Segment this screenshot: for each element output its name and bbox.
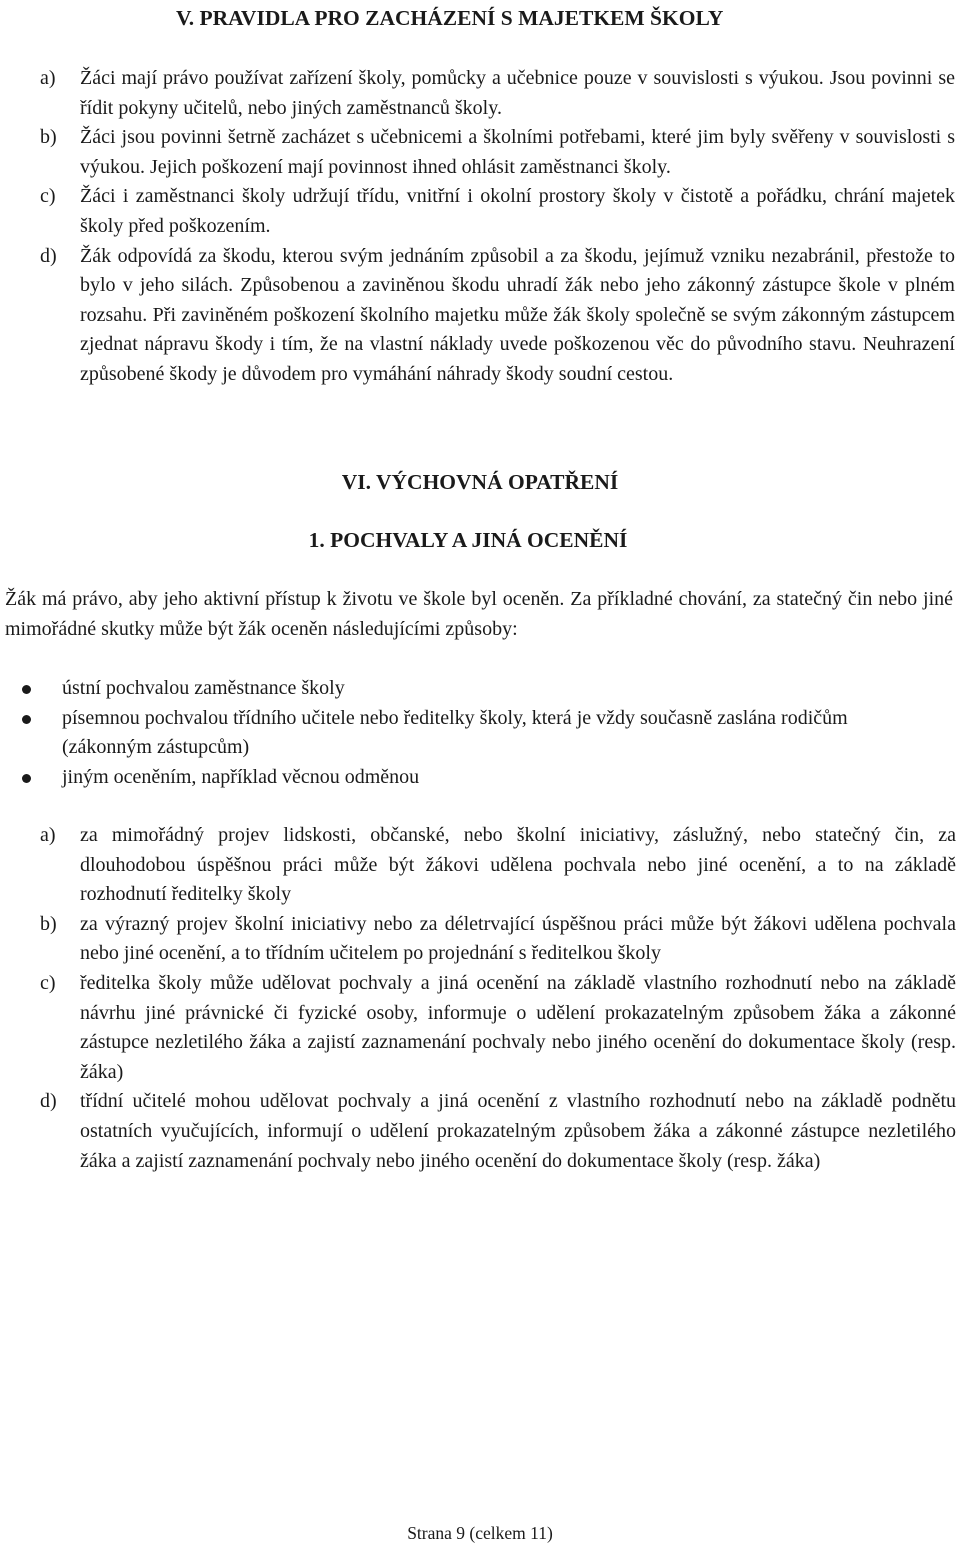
section-vi-title: VI. VÝCHOVNÁ OPATŘENÍ [341, 470, 619, 494]
section-vi-list [40, 821, 956, 1176]
section-vi-subtitle: 1. POCHVALY A JINÁ OCENĚNÍ [308, 528, 628, 552]
list-item-text: ředitelka školy může udělovat pochvaly a jiná ocenění na základě vlastního rozhodnutí nebo na základě návrhu jiné právnické či fyzické osoby, informuje o udělení prokazatelným způsobem žáka a zákonné zástupce nezletilého žáka a zajistí zaznamenání pochvaly nebo jiného ocenění do dokumentace školy (resp. žáka) [80, 971, 956, 1083]
section-v-list [40, 64, 955, 390]
list-marker: d) [40, 244, 57, 267]
list-marker: c) [40, 185, 56, 208]
list-item [40, 969, 956, 1087]
bullet-item [22, 763, 917, 793]
list-item-text: Žáci jsou povinni šetrně zacházet s učebnicemi a školními potřebami, které jim byly svěřeny v souvislosti s výukou. Jejich poškození mají povinnost ihned ohlásit zaměstnanci školy. [80, 126, 955, 178]
section-vi-intro: Žák má právo, aby jeho aktivní přístup k životu ve škole byl oceněn. Za příkladné chování, za statečný čin nebo jiné mimořádné skutky může být žák oceněn následujícími způsoby: [5, 588, 953, 640]
list-item [40, 242, 955, 390]
bullet-dot-icon [22, 774, 31, 783]
bullet-list [22, 674, 917, 792]
list-item [40, 123, 955, 182]
bullet-dot-icon [22, 685, 31, 694]
list-item-text: Žáci mají právo používat zařízení školy, pomůcky a učebnice pouze v souvislosti s výukou. Jsou povinni se řídit pokyny učitelů, nebo jiných zaměstnanců školy. [80, 67, 955, 119]
list-item [40, 182, 955, 241]
list-item [40, 821, 956, 910]
bullet-text: písemnou pochvalou třídního učitele nebo ředitelky školy, která je vždy současně zaslána rodičům (zákonným zástupcům) [62, 706, 848, 759]
list-marker: b) [40, 912, 57, 935]
list-marker: b) [40, 126, 57, 149]
list-item-text: Žáci i zaměstnanci školy udržují třídu, vnitřní i okolní prostory školy v čistotě a pořádku, chrání majetek školy před poškozením. [80, 185, 955, 237]
bullet-text: jiným oceněním, například věcnou odměnou [62, 765, 420, 788]
list-marker: a) [40, 824, 56, 846]
bullet-item [22, 674, 917, 704]
bullet-dot-icon [22, 715, 31, 724]
list-item-text: Žák odpovídá za škodu, kterou svým jednáním způsobil a za škodu, jejímuž vzniku nezabránil, přestože to bylo v jeho silách. Způsobenou a zaviněnou škodu uhradí žák nebo jeho zákonný zástupce škole v plném rozsahu. Při zaviněném poškození školního majetku může žák školy společně se svým zákonným zástupcem zjednat nápravu škody i tím, že na vlastní náklady uvede poškozenou věc do původního stavu. Neuhrazení způsobené škody je důvodem pro vymáhání náhrady škody soudní cestou. [80, 244, 955, 385]
bullet-item [22, 704, 917, 763]
list-item [40, 64, 955, 123]
section-v-title: V. PRAVIDLA PRO ZACHÁZENÍ S MAJETKEM ŠKOLY [176, 6, 724, 30]
list-item-text: za výrazný projev školní iniciativy nebo za déletrvající úspěšnou práci může být žákovi udělena pochvala nebo jiné ocenění, a to třídním učitelem po projednání s ředitelkou školy [80, 912, 956, 965]
list-item [40, 910, 956, 969]
list-item-text: třídní učitelé mohou udělovat pochvaly a jiná ocenění z vlastního rozhodnutí nebo na základě podnětu ostatních vyučujících, informují o udělení prokazatelným způsobem žáka a zákonné zástupce nezletilého žáka a zajistí zaznamenání pochvaly nebo jiného ocenění do dokumentace školy (resp. žáka) [80, 1090, 956, 1172]
page-footer: Strana 9 (celkem 11) [407, 1523, 553, 1543]
list-item-text: za mimořádný projev lidskosti, občanské, nebo školní iniciativy, záslužný, nebo statečný čin, za dlouhodobou úspěšnou práci může být žákovi udělena pochvala nebo jiné ocenění, a to na základě rozhodnutí ředitelky školy [80, 824, 956, 906]
list-marker: d) [40, 1090, 57, 1113]
list-marker: a) [40, 67, 56, 89]
list-marker: c) [40, 971, 56, 994]
list-item [40, 1087, 956, 1176]
bullet-text: ústní pochvalou zaměstnance školy [62, 677, 345, 699]
